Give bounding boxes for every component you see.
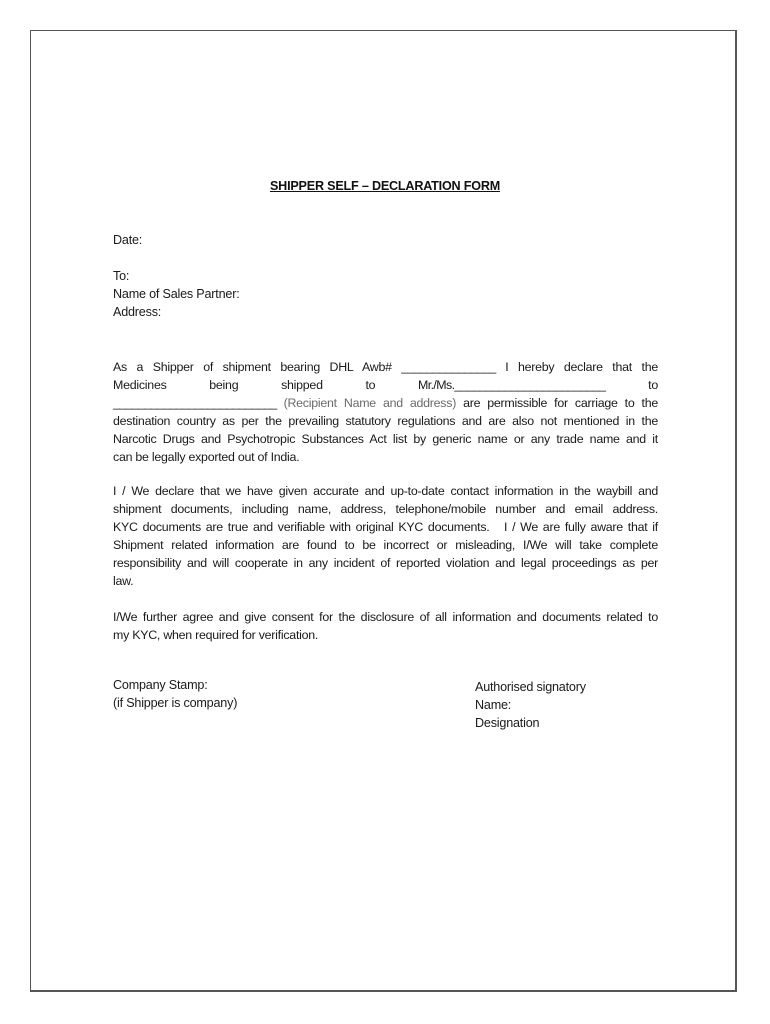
- p2-line-3: KYC documents are true and verifiable with original KYC documents. I / We are fully aware that if: [113, 520, 658, 534]
- signatory-name-label: Name:: [475, 698, 512, 712]
- p1-line-1: As a Shipper of shipment bearing DHL Awb# _______________ I hereby declare that the: [113, 360, 658, 374]
- company-stamp-label: Company Stamp:: [113, 678, 208, 692]
- recipient-address-blank: __________________________: [113, 396, 277, 410]
- p1-line-6: can be legally exported out of India.: [113, 450, 300, 464]
- p2-line-1: I / We declare that we have given accurate and up-to-date contact information in the waybill and: [113, 484, 658, 498]
- declaration-paragraph-1: [113, 358, 658, 466]
- recipient-hint: (Recipient Name and address): [283, 396, 457, 410]
- declaration-paragraph-2: [113, 482, 658, 590]
- address-label: Address:: [113, 305, 162, 319]
- to-label: To:: [113, 269, 130, 283]
- p2-line-5: responsibility and will cooperate in any incident of reported violation and legal proceedings as per: [113, 556, 658, 570]
- awb-blank: _______________: [401, 360, 496, 374]
- p1-line-5: Narcotic Drugs and Psychotropic Substances Act list by generic name or any trade name and it: [113, 432, 658, 446]
- p1-line-4: destination country as per the prevailing statutory regulations and are also not mentioned in the: [113, 414, 658, 428]
- form-title: SHIPPER SELF – DECLARATION FORM: [269, 179, 501, 193]
- company-stamp-note: (if Shipper is company): [113, 696, 238, 710]
- p1-line-3: __________________________ (Recipient Name and address) are permissible for carriage to the: [113, 396, 658, 410]
- p3-line-2: my KYC, when required for verification.: [113, 628, 319, 642]
- recipient-name-blank: Mr./Ms.________________________: [418, 378, 606, 392]
- date-label: Date:: [113, 233, 143, 247]
- p1-line-2: Medicines being shipped to Mr./Ms.________________________ to: [113, 378, 658, 392]
- p2-line-6: law.: [113, 574, 134, 588]
- p3-line-1: I/We further agree and give consent for the disclosure of all information and documents related to: [113, 610, 658, 624]
- signatory-designation-label: Designation: [475, 716, 540, 730]
- authorised-signatory-label: Authorised signatory: [475, 680, 586, 694]
- p2-line-2: shipment documents, including name, address, telephone/mobile number and email address.: [113, 502, 658, 516]
- p2-line-4: Shipment related information are found to be incorrect or misleading, I/We will take complete: [113, 538, 658, 552]
- sales-partner-label: Name of Sales Partner:: [113, 287, 240, 301]
- declaration-paragraph-3: [113, 608, 658, 644]
